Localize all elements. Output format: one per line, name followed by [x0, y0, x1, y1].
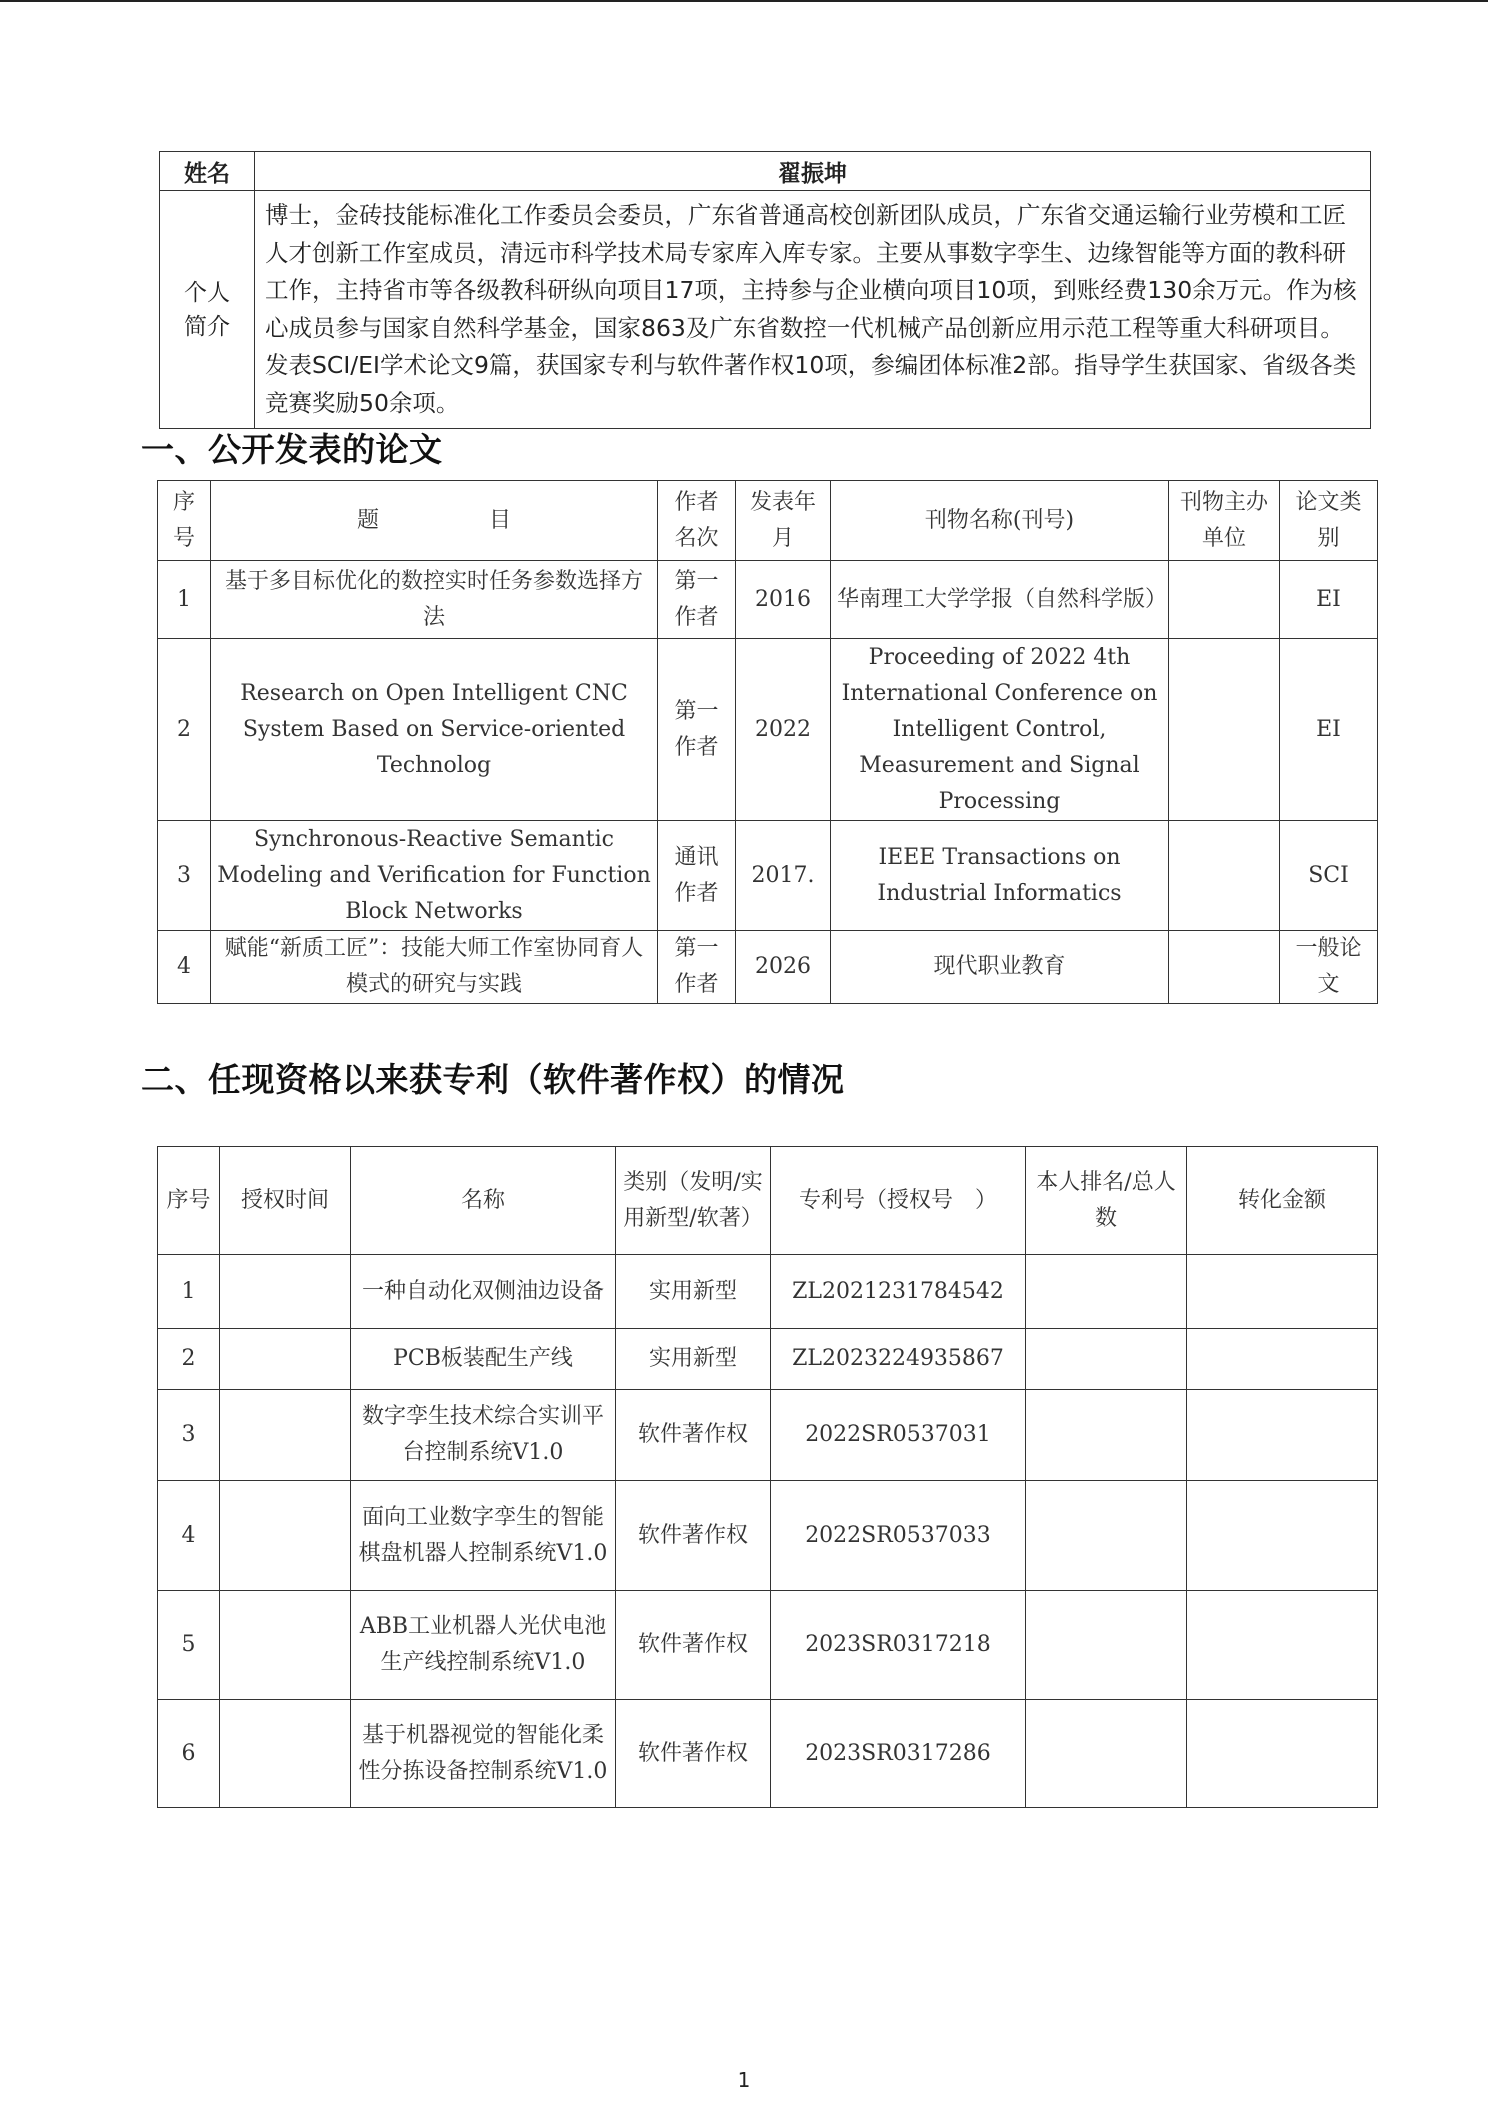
patent-category: 软件著作权: [616, 1591, 771, 1700]
patent-name: 数字孪生技术综合实训平台控制系统V1.0: [351, 1390, 616, 1481]
paper-journal: 现代职业教育: [831, 931, 1169, 1004]
bio-text: 博士，金砖技能标准化工作委员会委员，广东省普通高校创新团队成员，广东省交通运输行业劳模和工匠人才创新工作室成员，清远市科学技术局专家库入库专家。主要从事数字孪生、边缘智能等方面的教科研工作，主持省市等各级教科研纵向项目17项，主持参与企业横向项目10项，到账经费130余万元。作为核心成员参与国家自然科学基金，国家863及广东省数控一代机械产品创新应用示范工程等重大科研项目。发表SCI/EI学术论文9篇，获国家专利与软件著作权10项，参编团体标准2部。指导学生获国家、省级各类竞赛奖励50余项。: [255, 191, 1371, 429]
patent-grant-date: [220, 1255, 351, 1329]
patent-category: 软件著作权: [616, 1390, 771, 1481]
paper-title: Research on Open Intelligent CNC System Based on Service-oriented Technolog: [211, 639, 658, 821]
col-seq: 序号: [158, 481, 211, 561]
paper-date: 2022: [736, 639, 831, 821]
paper-journal: IEEE Transactions on Industrial Informatics: [831, 821, 1169, 931]
patent-number: ZL2023224935867: [771, 1329, 1026, 1390]
col-date: 发表年月: [736, 481, 831, 561]
patent-name: 面向工业数字孪生的智能棋盘机器人控制系统V1.0: [351, 1481, 616, 1591]
col-type: 论文类别: [1280, 481, 1378, 561]
patent-rank: [1026, 1481, 1187, 1591]
page-number: 1: [737, 2068, 751, 2092]
papers-header-row: [158, 481, 1378, 561]
paper-author-rank: 第一作者: [658, 561, 736, 639]
patent-number: ZL2021231784542: [771, 1255, 1026, 1329]
patent-amount: [1187, 1329, 1378, 1390]
papers-table: [157, 480, 1378, 1004]
patent-amount: [1187, 1255, 1378, 1329]
col-title: 题 目: [211, 481, 658, 561]
patents-table: [157, 1146, 1378, 1808]
col-category: 类别（发明/实用新型/软著）: [616, 1147, 771, 1255]
paper-type: EI: [1280, 561, 1378, 639]
patent-seq: 6: [158, 1700, 220, 1808]
patent-name: ABB工业机器人光伏电池生产线控制系统V1.0: [351, 1591, 616, 1700]
paper-title: Synchronous-Reactive Semantic Modeling and Verification for Function Block Networks: [211, 821, 658, 931]
table-row: [158, 1329, 1378, 1390]
patent-grant-date: [220, 1591, 351, 1700]
patent-amount: [1187, 1481, 1378, 1591]
paper-seq: 4: [158, 931, 211, 1004]
patent-number: 2023SR0317286: [771, 1700, 1026, 1808]
patent-amount: [1187, 1700, 1378, 1808]
patent-amount: [1187, 1390, 1378, 1481]
patent-rank: [1026, 1700, 1187, 1808]
patent-seq: 5: [158, 1591, 220, 1700]
paper-journal: 华南理工大学学报（自然科学版）: [831, 561, 1169, 639]
paper-seq: 2: [158, 639, 211, 821]
patent-number: 2022SR0537031: [771, 1390, 1026, 1481]
table-row: [158, 1255, 1378, 1329]
patent-seq: 4: [158, 1481, 220, 1591]
patent-rank: [1026, 1390, 1187, 1481]
patent-rank: [1026, 1591, 1187, 1700]
col-publisher: 刊物主办单位: [1169, 481, 1280, 561]
patent-seq: 1: [158, 1255, 220, 1329]
table-row: [158, 1700, 1378, 1808]
col-rank: 本人排名/总人数: [1026, 1147, 1187, 1255]
paper-seq: 3: [158, 821, 211, 931]
patent-name: PCB板装配生产线: [351, 1329, 616, 1390]
col-name: 名称: [351, 1147, 616, 1255]
name-label: 姓名: [160, 152, 255, 191]
table-row: [158, 1591, 1378, 1700]
patent-rank: [1026, 1329, 1187, 1390]
paper-seq: 1: [158, 561, 211, 639]
col-seq: 序号: [158, 1147, 220, 1255]
bio-label: [160, 191, 255, 429]
patent-rank: [1026, 1255, 1187, 1329]
paper-journal: Proceeding of 2022 4th International Conference on Intelligent Control, Measurement and Signal Processing: [831, 639, 1169, 821]
bio-label-text: 个人 简介: [184, 279, 230, 340]
paper-author-rank: 第一作者: [658, 931, 736, 1004]
paper-publisher: [1169, 561, 1280, 639]
table-row: [158, 1390, 1378, 1481]
patent-grant-date: [220, 1329, 351, 1390]
paper-publisher: [1169, 639, 1280, 821]
paper-author-rank: 第一作者: [658, 639, 736, 821]
table-row: [158, 1481, 1378, 1591]
top-border: [0, 0, 1488, 2]
paper-title: 赋能“新质工匠”：技能大师工作室协同育人模式的研究与实践: [211, 931, 658, 1004]
patent-grant-date: [220, 1390, 351, 1481]
table-row: [158, 821, 1378, 931]
table-row: [158, 931, 1378, 1004]
paper-author-rank: 通讯作者: [658, 821, 736, 931]
patent-number: 2023SR0317218: [771, 1591, 1026, 1700]
patent-category: 实用新型: [616, 1329, 771, 1390]
patent-seq: 3: [158, 1390, 220, 1481]
patents-header-row: [158, 1147, 1378, 1255]
paper-type: SCI: [1280, 821, 1378, 931]
table-row: [158, 561, 1378, 639]
col-author-rank: 作者名次: [658, 481, 736, 561]
patent-grant-date: [220, 1481, 351, 1591]
patent-category: 软件著作权: [616, 1700, 771, 1808]
patent-category: 实用新型: [616, 1255, 771, 1329]
col-journal: 刊物名称(刊号): [831, 481, 1169, 561]
col-patent-no: 专利号（授权号 ）: [771, 1147, 1026, 1255]
patent-name: 一种自动化双侧油边设备: [351, 1255, 616, 1329]
patent-name: 基于机器视觉的智能化柔性分拣设备控制系统V1.0: [351, 1700, 616, 1808]
patent-number: 2022SR0537033: [771, 1481, 1026, 1591]
paper-type: EI: [1280, 639, 1378, 821]
paper-title: 基于多目标优化的数控实时任务参数选择方法: [211, 561, 658, 639]
patent-amount: [1187, 1591, 1378, 1700]
profile-bio-row: [160, 191, 1371, 429]
papers-heading: 一、公开发表的论文: [141, 430, 443, 469]
patents-heading: 二、任现资格以来获专利（软件著作权）的情况: [141, 1060, 845, 1099]
patent-seq: 2: [158, 1329, 220, 1390]
name-value: 翟振坤: [255, 152, 1371, 191]
paper-publisher: [1169, 931, 1280, 1004]
table-row: [158, 639, 1378, 821]
col-grant-date: 授权时间: [220, 1147, 351, 1255]
col-amount: 转化金额: [1187, 1147, 1378, 1255]
paper-publisher: [1169, 821, 1280, 931]
paper-date: 2017.: [736, 821, 831, 931]
paper-type: 一般论文: [1280, 931, 1378, 1004]
patent-category: 软件著作权: [616, 1481, 771, 1591]
paper-date: 2016: [736, 561, 831, 639]
patent-grant-date: [220, 1700, 351, 1808]
paper-date: 2026: [736, 931, 831, 1004]
profile-table: [159, 151, 1371, 429]
profile-name-row: [160, 152, 1371, 191]
